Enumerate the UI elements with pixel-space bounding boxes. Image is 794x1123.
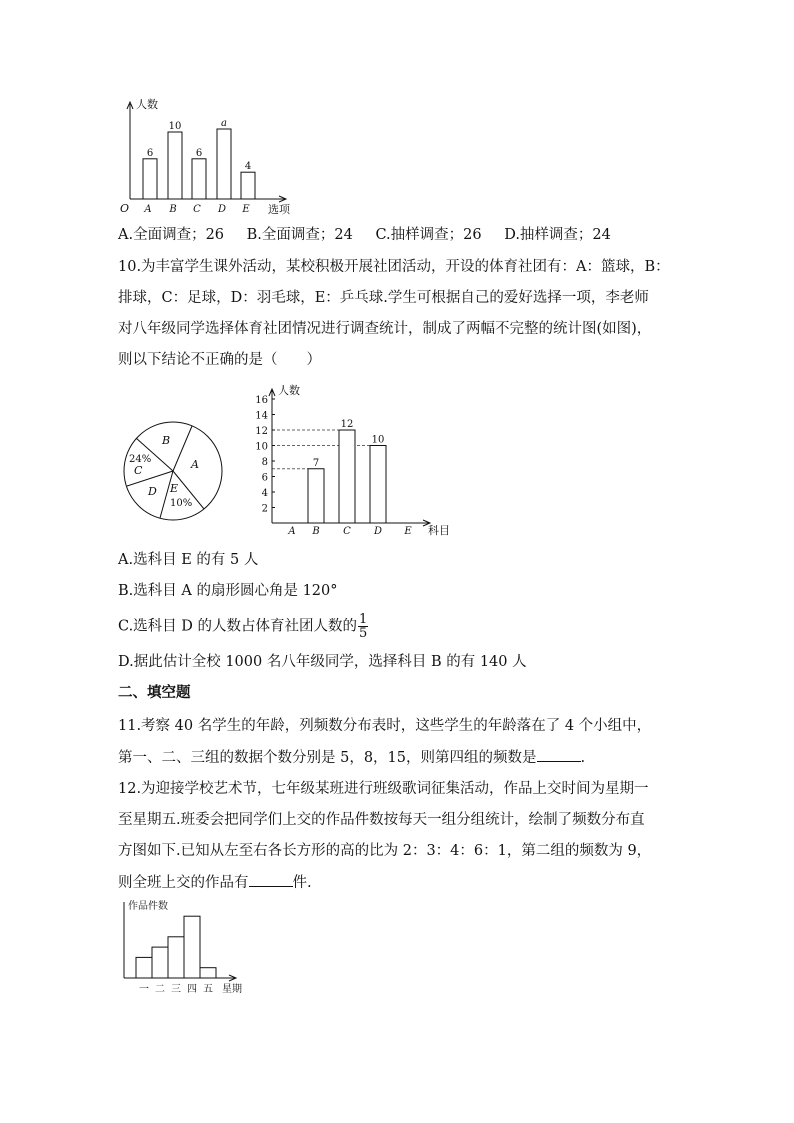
chart1-bar-label-d: a — [221, 118, 227, 129]
q9-option-a: A.全面调查；26 — [118, 227, 225, 243]
q12-category-2: 二 — [155, 984, 165, 995]
chart1-category-a: A — [144, 204, 152, 215]
pie-label-d: D — [148, 485, 157, 498]
q11-answer-blank — [537, 747, 581, 762]
q12-chart-y-label: 作品件数 — [128, 901, 168, 912]
q10-y-tick-label-6: 6 — [261, 472, 268, 484]
q12-line-2: 至星期五.班委会把同学们上交的作品件数按每天一组分组统计，绘制了频数分布直 — [118, 812, 645, 828]
q12-bar-2 — [152, 947, 168, 978]
chart1-bar-c — [192, 159, 206, 199]
q10-bar-label-c: 12 — [340, 419, 354, 430]
section-title-fill-in: 二、填空题 — [118, 685, 191, 701]
q10-line-4: 则以下结论不正确的是（ ） — [118, 352, 321, 368]
q10-y-tick-label-8: 8 — [261, 457, 268, 468]
q10-chart-x-label: 科目 — [428, 524, 450, 537]
q10-category-e: E — [404, 526, 412, 537]
q10-y-tick-label-14: 14 — [255, 410, 268, 422]
chart1-bar-chart — [118, 96, 298, 218]
chart1-bar-label-a: 6 — [146, 147, 154, 159]
q12-bar-3 — [168, 937, 184, 978]
q10-option-c — [118, 613, 368, 640]
chart1-bar-b — [168, 132, 182, 199]
q10-pie-chart — [118, 420, 228, 522]
q10-y-tick-label-10: 10 — [255, 441, 268, 453]
q9-option-c: C.抽样调查；26 — [375, 227, 482, 243]
pie-label-b: B — [162, 434, 171, 447]
fraction-denominator: 5 — [359, 626, 368, 641]
q12-category-5: 五 — [203, 984, 213, 995]
chart1-bar-label-e: 4 — [244, 161, 252, 173]
chart1-category-d: D — [217, 204, 227, 215]
q10-option-a: A.选科目 E 的有 5 人 — [118, 552, 259, 568]
q10-y-tick-label-12: 12 — [255, 426, 268, 437]
q10-category-c: C — [343, 526, 351, 537]
chart1-category-c: C — [193, 204, 201, 215]
pie-label-e: E — [170, 482, 179, 495]
chart1-y-label: 人数 — [136, 98, 158, 111]
pie-label-a: A — [191, 458, 199, 471]
q10-bar-b — [308, 469, 324, 523]
pie-label-c: C — [134, 464, 143, 477]
q9-option-d: D.抽样调查；24 — [504, 227, 611, 243]
q12-line-4 — [118, 872, 312, 893]
chart1-category-b: B — [169, 204, 177, 215]
chart1-bar-label-c: 6 — [195, 147, 203, 159]
fraction-one-fifth — [358, 613, 368, 640]
q10-category-b: B — [312, 526, 320, 537]
q10-category-d: D — [373, 526, 383, 537]
q9-options — [118, 225, 629, 245]
fraction-numerator: 1 — [359, 612, 368, 627]
chart1-x-label: 选项 — [268, 203, 290, 216]
q12-chart-x-label: 星期 — [222, 984, 242, 995]
q10-bar-c — [339, 430, 355, 523]
q12-category-3: 三 — [171, 984, 181, 995]
q12-histogram — [118, 898, 250, 998]
q12-bar-1 — [136, 957, 152, 978]
q10-category-a: A — [288, 526, 296, 537]
q10-y-tick-label-16: 16 — [255, 395, 268, 406]
q10-option-c-text: C.选科目 D 的人数占体育社团人数的 — [118, 618, 358, 635]
q10-line-2: 排球，C：足球，D：羽毛球，E：乒乓球.学生可根据自己的爱好选择一项，李老师 — [118, 290, 649, 306]
q10-option-b: B.选科目 A 的扇形圆心角是 120° — [118, 583, 338, 599]
q10-y-tick-label-2: 2 — [261, 503, 268, 515]
q12-line-4-text: 则全班上交的作品有 — [118, 875, 249, 891]
q10-bar-d — [370, 446, 386, 524]
q12-answer-blank — [249, 872, 293, 887]
q10-line-1: 10.为丰富学生课外活动，某校积极开展社团活动，开设的体育社团有：A：篮球，B： — [118, 259, 670, 275]
q11-line-1: 11.考察 40 名学生的年龄，列频数分布表时，这些学生的年龄落在了 4 个小组中， — [118, 718, 652, 734]
q12-bar-5 — [200, 968, 216, 978]
q10-chart-y-label: 人数 — [278, 384, 300, 397]
chart1-bar-d — [217, 129, 231, 199]
q12-bar-4 — [184, 916, 200, 978]
q12-line-3: 方图如下.已知从左至右各长方形的高的比为 2：3：4：6：1，第二组的频数为 9， — [118, 843, 652, 859]
q12-category-4: 四 — [187, 984, 197, 995]
pie-label-e-pct: 10% — [170, 498, 193, 509]
q11-line-2 — [118, 747, 585, 768]
q9-option-b: B.全面调查；24 — [246, 227, 353, 243]
chart1-bar-e — [241, 172, 255, 199]
pie-label-c-pct: 24% — [129, 454, 152, 465]
q11-line-2-text: 第一、二、三组的数据个数分别是 5，8，15，则第四组的频数是 — [118, 750, 537, 766]
chart1-origin: O — [120, 202, 130, 215]
q10-bar-label-d: 10 — [371, 434, 385, 446]
q10-bar-label-b: 7 — [312, 457, 320, 469]
q10-option-d: D.据此估计全校 1000 名八年级同学，选择科目 B 的有 140 人 — [118, 654, 527, 670]
q10-y-tick-label-4: 4 — [261, 488, 268, 499]
chart1-bar-a — [143, 159, 157, 199]
q10-bar-chart — [250, 382, 455, 540]
q12-category-1: 一 — [139, 984, 149, 995]
q10-line-3: 对八年级同学选择体育社团情况进行调查统计，制成了两幅不完整的统计图(如图)， — [118, 321, 652, 337]
q12-line-1: 12.为迎接学校艺术节，七年级某班进行班级歌词征集活动，作品上交时间为星期一 — [118, 781, 649, 797]
q11-line-2-end: . — [580, 750, 586, 766]
chart1-bar-label-b: 10 — [168, 121, 182, 132]
q12-line-4-end: 件. — [292, 875, 312, 891]
chart1-category-e: E — [242, 204, 250, 215]
